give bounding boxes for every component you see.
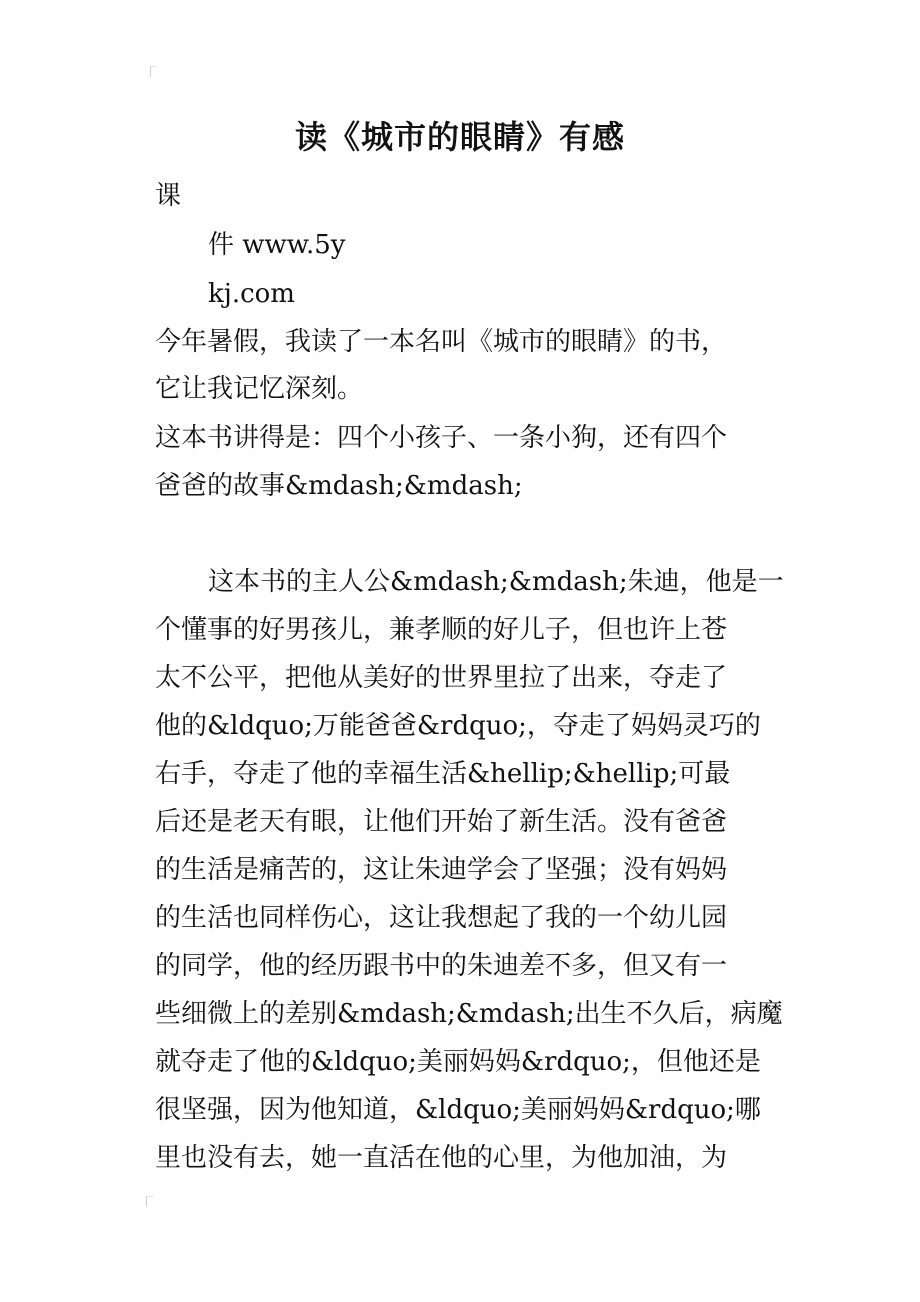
text-line: 课 [155,181,182,211]
document-title: 读《城市的眼睛》有感 [294,118,625,156]
text-line: 后还是老天有眼，让他们开始了新生活。没有爸爸 [155,807,728,837]
text-line: 些细微上的差别&mdash;&mdash;出生不久后，病魔 [155,999,783,1029]
text-line: 的同学，他的经历跟书中的朱迪差不多，但又有一 [155,951,728,981]
corner-mark-top [150,66,157,77]
text-line: 的生活也同样伤心，这让我想起了我的一个幼儿园 [155,903,728,933]
text-line: 太不公平，把他从美好的世界里拉了出来，夺走了 [155,663,728,693]
text-line: 今年暑假，我读了一本名叫《城市的眼睛》的书， [155,327,728,357]
text-line: 里也没有去，她一直活在他的心里，为他加油，为 [155,1143,728,1173]
text-line: 很坚强，因为他知道，&ldquo;美丽妈妈&rdquo;哪 [155,1095,761,1125]
text-line: kj.com [208,279,295,309]
text-line: 右手，夺走了他的幸福生活&hellip;&hellip;可最 [155,759,731,789]
text-line: 件 www.5y [208,230,346,260]
text-line: 个懂事的好男孩儿，兼孝顺的好儿子，但也许上苍 [155,615,728,645]
text-line: 爸爸的故事&mdash;&mdash; [155,471,523,501]
text-line: 就夺走了他的&ldquo;美丽妈妈&rdquo;，但他还是 [155,1047,761,1077]
corner-mark-bottom [146,1196,153,1207]
text-line: 他的&ldquo;万能爸爸&rdquo;，夺走了妈妈灵巧的 [155,711,761,741]
text-line: 这本书讲得是：四个小孩子、一条小狗，还有四个 [155,423,728,453]
text-line: 它让我记忆深刻。 [155,374,364,404]
text-line: 的生活是痛苦的，这让朱迪学会了坚强；没有妈妈 [155,855,728,885]
text-line: 这本书的主人公&mdash;&mdash;朱迪，他是一 [208,567,784,597]
